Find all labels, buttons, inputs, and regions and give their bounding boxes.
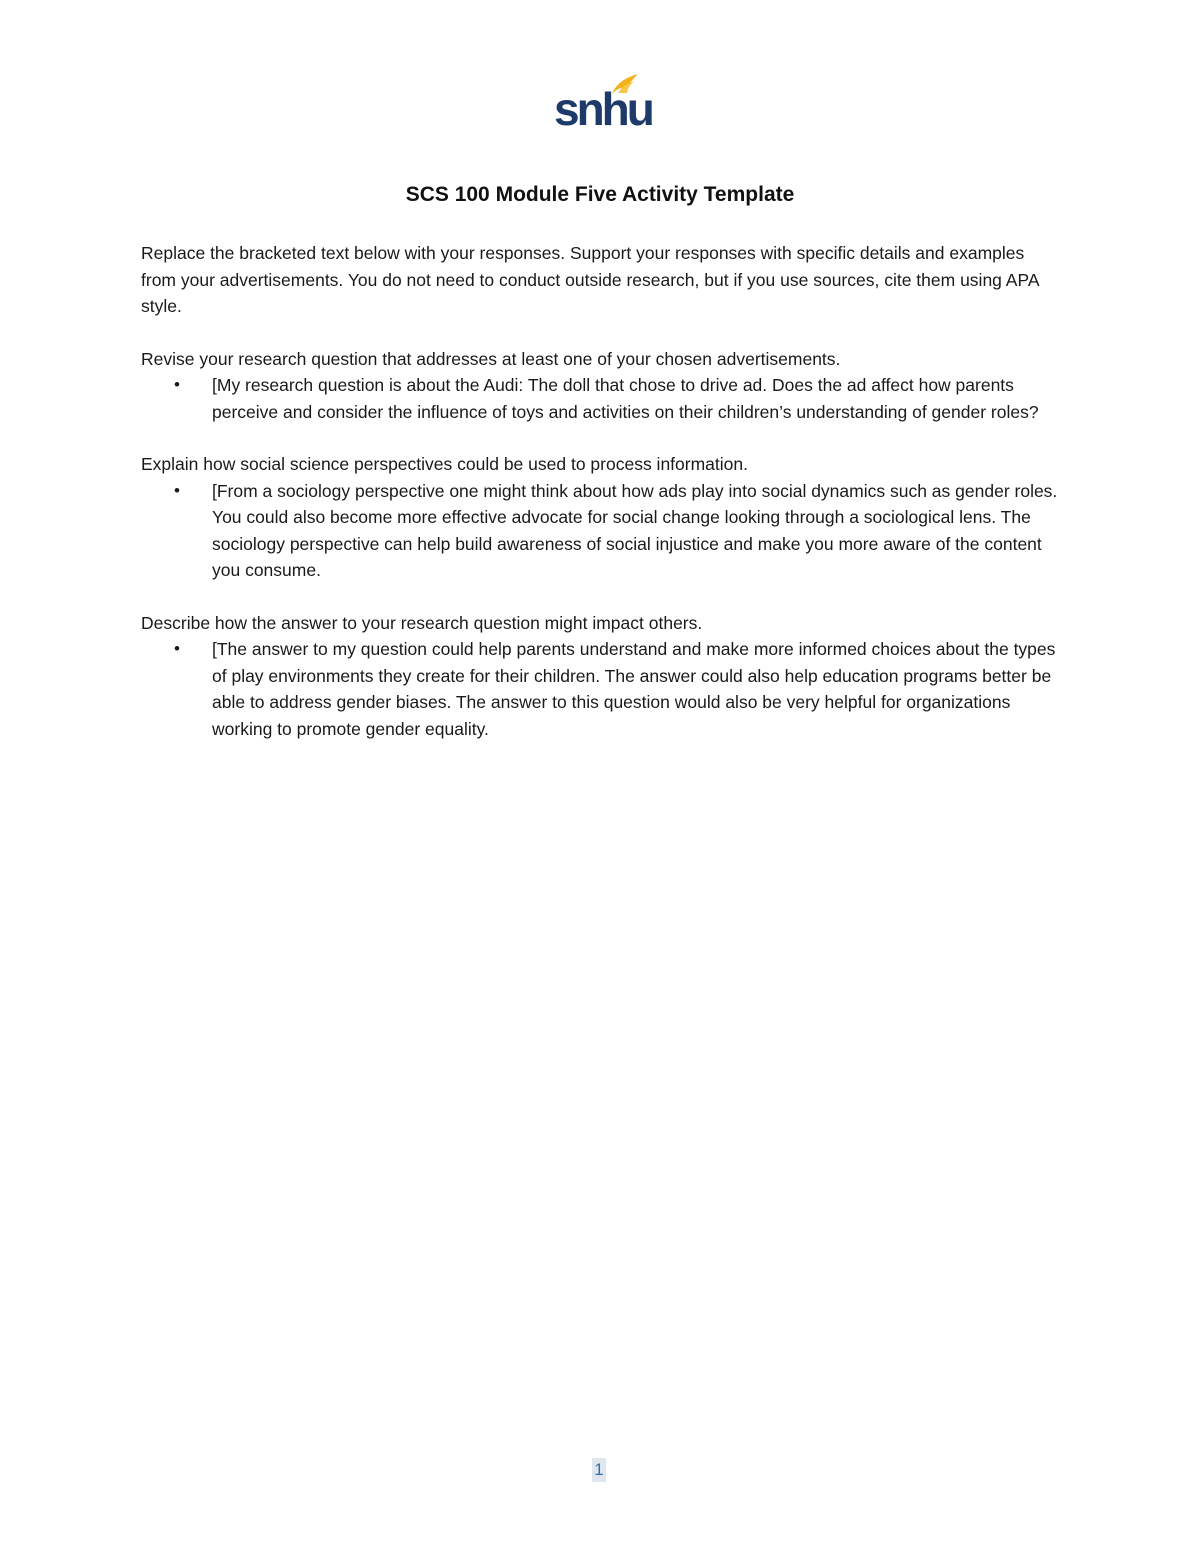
document-title: SCS 100 Module Five Activity Template	[405, 183, 795, 206]
answer-text: [The answer to my question could help parents understand and make more informed choices about the types of play environments they create for their children. The answer could also help education programs better be able to address gender biases. The answer to this question would also be very helpful for organizations working to promote gender equality.	[212, 639, 1056, 739]
answer-text: [My research question is about the Audi: The doll that chose to drive ad. Does the ad affect how parents perceive and consider the influence of toys and activities on their children’s understanding of gender roles?	[212, 375, 1039, 422]
answer-text: [From a sociology perspective one might think about how ads play into social dynamics such as gender roles. You could also become more effective advocate for social change looking through a sociological lens. The sociology perspective can help build awareness of social injustice and make you more aware of the content you consume.	[212, 480, 1058, 580]
snhu-logo	[554, 72, 652, 135]
section-question: Explain how social science perspectives could be used to process information.	[141, 454, 748, 474]
page-number: 1	[592, 1458, 606, 1482]
answer-item	[174, 636, 1061, 742]
logo-wordmark: snhu	[554, 83, 652, 135]
answer-list	[141, 478, 1061, 584]
section-social-science	[141, 451, 1061, 584]
section-research-question	[141, 346, 1061, 426]
answer-item	[174, 478, 1061, 584]
section-question: Revise your research question that addresses at least one of your chosen advertisements.	[141, 348, 841, 369]
section-question: Describe how the answer to your research question might impact others.	[141, 612, 703, 633]
answer-list	[141, 636, 1061, 742]
document-body	[141, 240, 1061, 768]
intro-paragraph: Replace the bracketed text below with your responses. Support your responses with specific details and examples from your advertisements. You do not need to conduct outside research, but if you use sources, cite them using APA style.	[141, 243, 1039, 316]
bullet-icon: •	[174, 639, 180, 658]
bullet-icon: •	[174, 375, 180, 394]
section-impact	[141, 610, 1061, 743]
answer-list	[141, 372, 1061, 425]
answer-item	[174, 372, 1061, 425]
bullet-icon: •	[174, 480, 180, 500]
